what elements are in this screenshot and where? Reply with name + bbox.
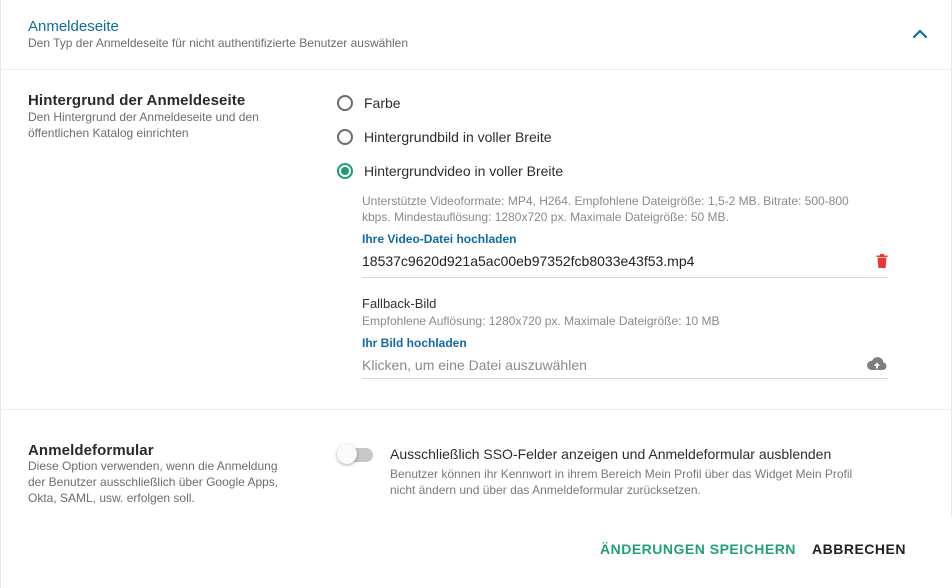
background-section-desc-1: Den Hintergrund der Anmeldeseite und den xyxy=(28,110,259,124)
radio-button[interactable] xyxy=(337,129,353,145)
page-title: Anmeldeseite xyxy=(28,18,119,35)
cancel-button[interactable]: ABBRECHEN xyxy=(812,541,906,557)
save-button[interactable]: ÄNDERUNGEN SPEICHERN xyxy=(600,541,796,557)
fallback-image-title: Fallback-Bild xyxy=(362,296,437,311)
radio-option-video[interactable] xyxy=(337,161,563,181)
cloud-upload-icon[interactable] xyxy=(866,356,888,372)
login-form-section-title: Anmeldeformular xyxy=(28,442,154,459)
radio-option-color[interactable] xyxy=(337,93,401,113)
fallback-image-hint: Empfohlene Auflösung: 1280x720 px. Maximale Dateigröße: 10 MB xyxy=(362,314,720,328)
sso-only-toggle-label: Ausschließlich SSO-Felder anzeigen und Anmeldeformular ausblenden xyxy=(390,446,832,462)
video-format-hint-1: Unterstützte Videoformate: MP4, H264. Empfohlene Dateigröße: 1,5-2 MB. Bitrate: 500-800 xyxy=(362,194,849,208)
video-format-hint-2: kbps. Mindestauflösung: 1280x720 px. Maximale Dateigröße: 50 MB. xyxy=(362,210,729,224)
chevron-up-icon[interactable] xyxy=(910,26,930,42)
video-file-name: 18537c9620d921a5ac00eb97352fcb8033e43f53.mp4 xyxy=(362,253,695,269)
login-form-desc-2: der Benutzer ausschließlich über Google Apps, xyxy=(28,475,279,489)
radio-label: Hintergrundbild in voller Breite xyxy=(364,129,552,145)
login-form-desc-3: Okta, SAML, usw. erfolgen soll. xyxy=(28,491,195,505)
page-subtitle: Den Typ der Anmeldeseite für nicht authentifizierte Benutzer auswählen xyxy=(28,36,409,50)
radio-label: Farbe xyxy=(364,95,401,111)
radio-label: Hintergrundvideo in voller Breite xyxy=(364,163,564,179)
section-header[interactable] xyxy=(1,0,952,70)
image-upload-label: Ihr Bild hochladen xyxy=(362,336,467,350)
trash-icon[interactable] xyxy=(876,254,888,268)
sso-only-toggle[interactable] xyxy=(337,447,373,463)
background-section-desc-2: öffentlichen Katalog einrichten xyxy=(28,126,189,140)
section-divider xyxy=(1,409,952,410)
image-file-field[interactable] xyxy=(362,354,888,379)
video-file-field[interactable] xyxy=(362,250,888,278)
radio-button[interactable] xyxy=(337,95,353,111)
login-form-desc-1: Diese Option verwenden, wenn die Anmeldung xyxy=(28,459,278,473)
sso-toggle-hint-2: nicht ändern und über das Anmeldeformular zurücksetzen. xyxy=(390,483,701,497)
video-upload-label: Ihre Video-Datei hochladen xyxy=(362,232,517,246)
toggle-knob xyxy=(337,444,357,464)
radio-option-image[interactable] xyxy=(337,127,552,147)
sso-toggle-hint-1: Benutzer können ihr Kennwort in ihrem Bereich Mein Profil über das Widget Mein Profil xyxy=(390,467,853,481)
radio-button-selected[interactable] xyxy=(337,163,353,179)
form-footer xyxy=(1,516,952,588)
image-file-placeholder: Klicken, um eine Datei auszuwählen xyxy=(362,357,587,373)
background-section-title: Hintergrund der Anmeldeseite xyxy=(28,92,246,109)
